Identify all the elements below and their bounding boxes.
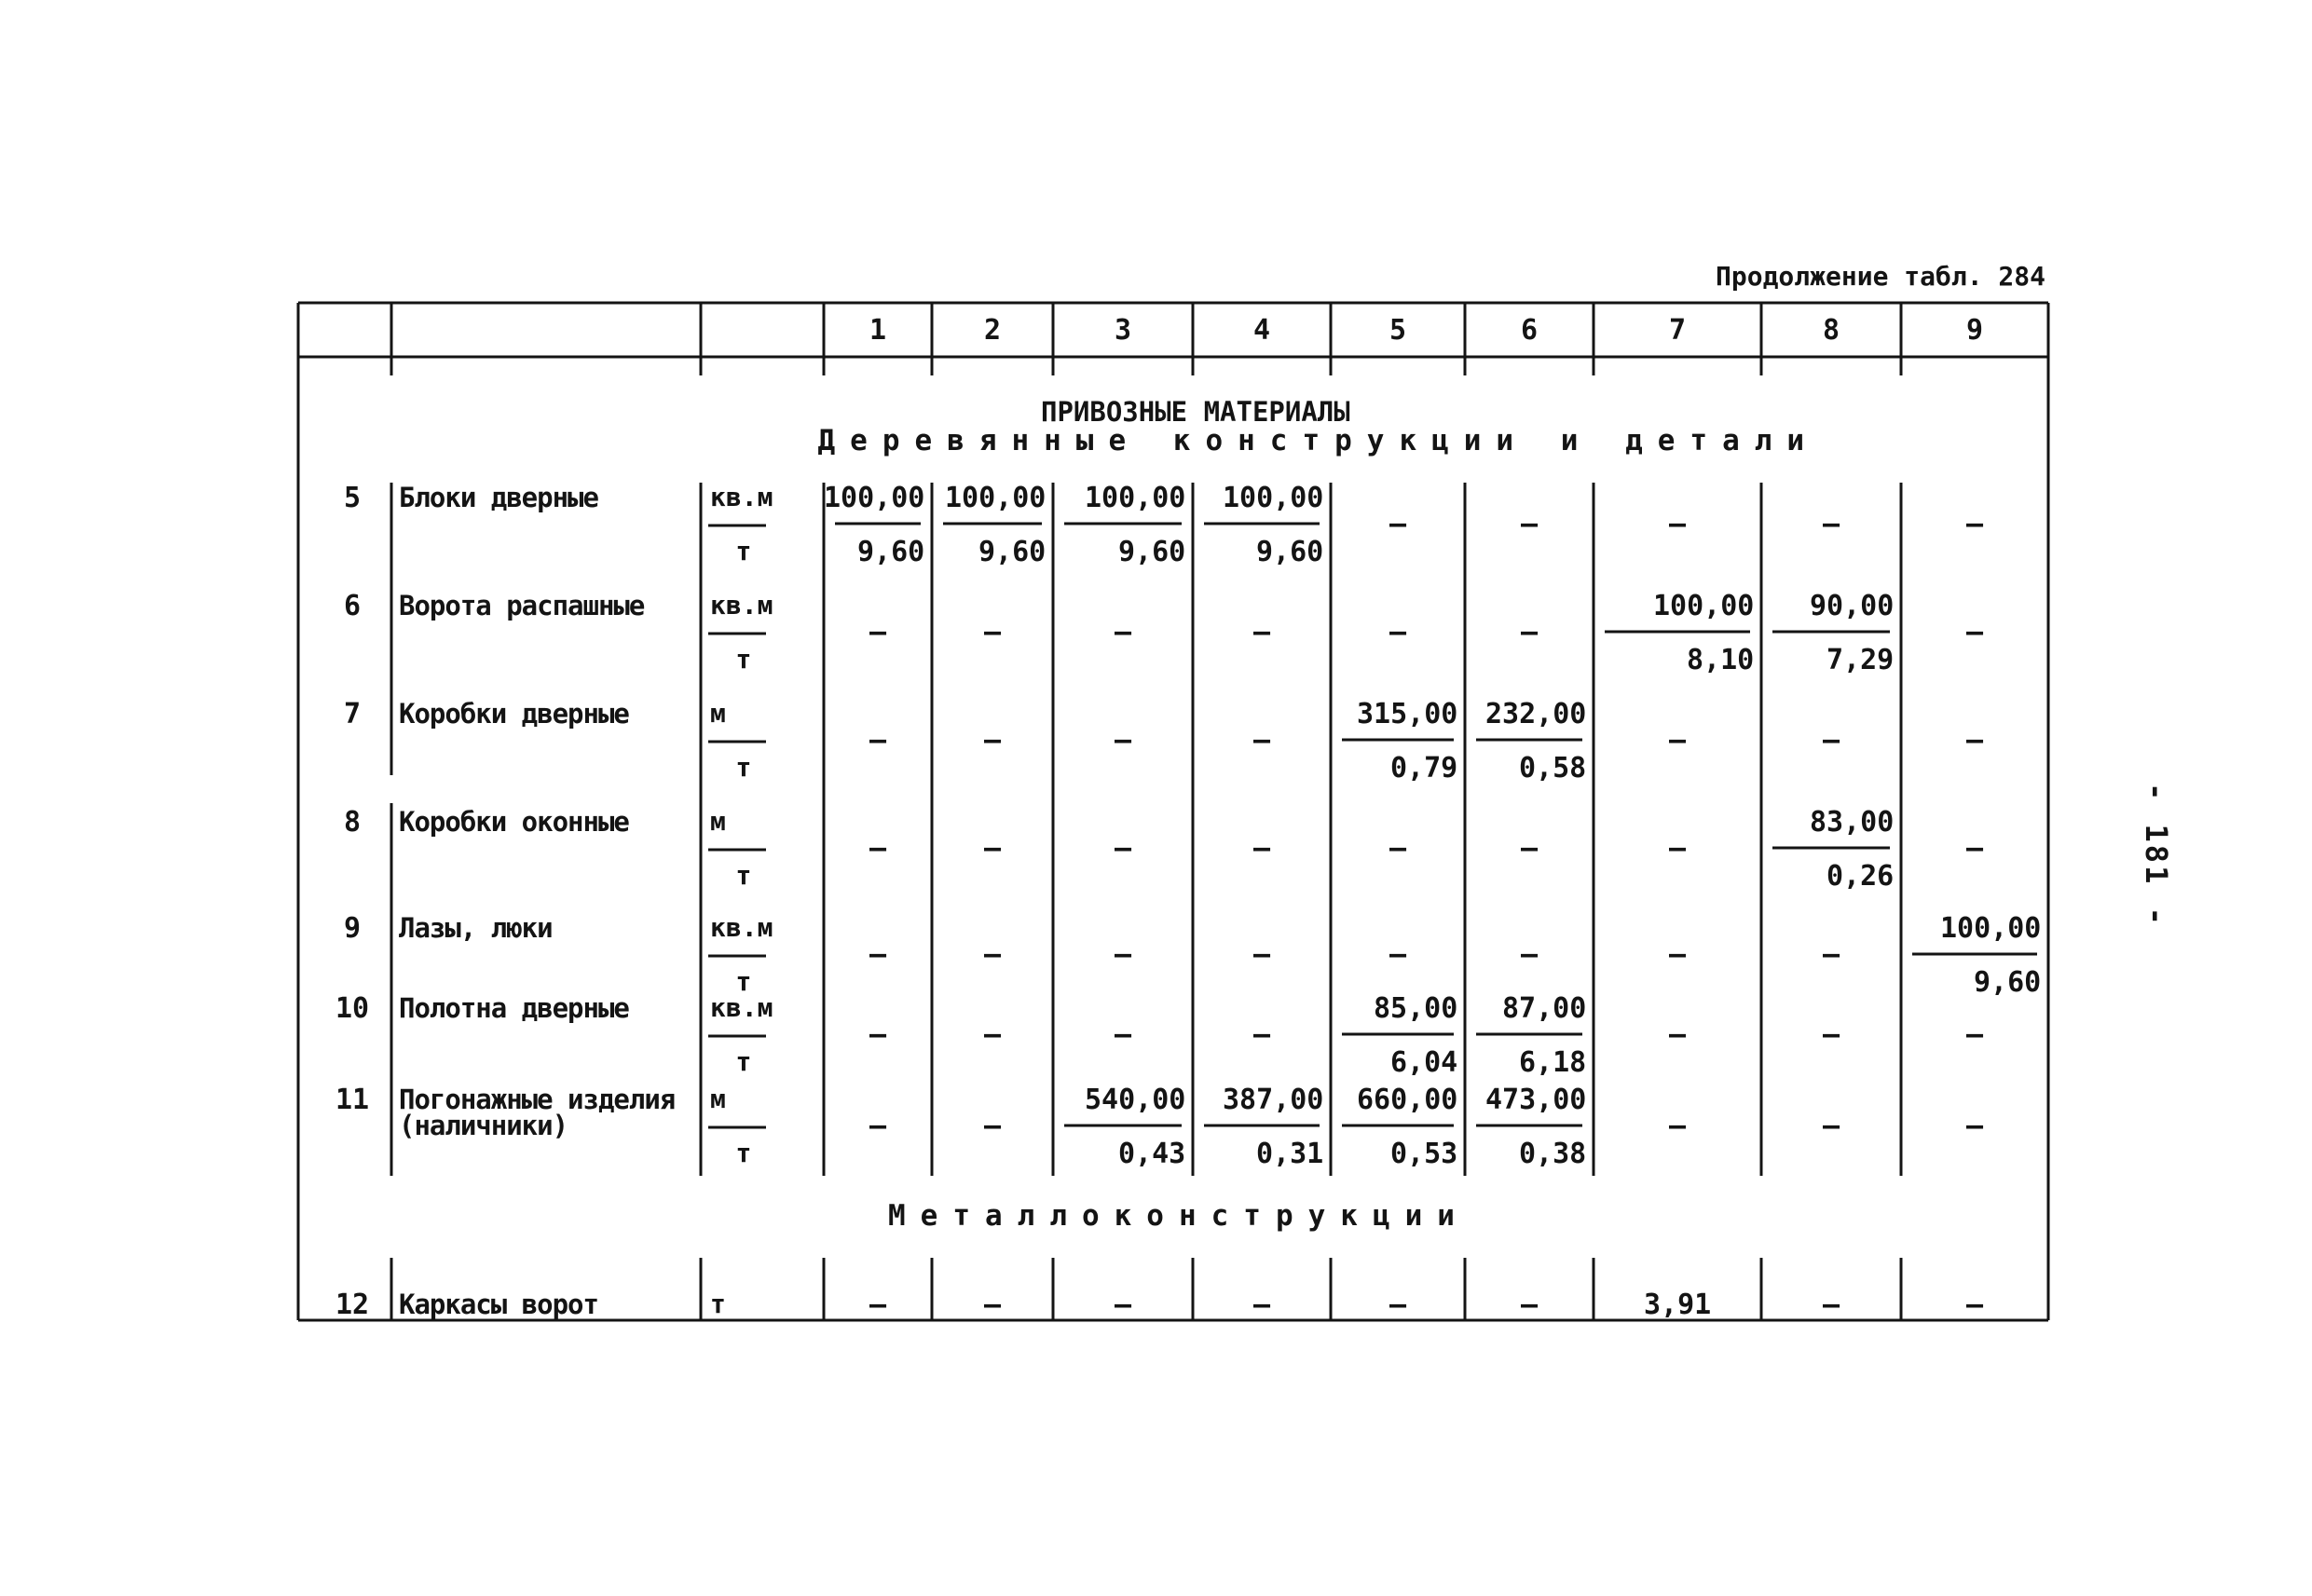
value-dash: – (1669, 938, 1687, 971)
value-top: 100,00 (824, 482, 925, 514)
row-name: (наличники) (399, 1110, 568, 1141)
value-dash: – (1669, 508, 1687, 540)
value-dash: – (1669, 1110, 1687, 1142)
unit-bottom: т (735, 1138, 752, 1168)
value-bottom: 8,10 (1687, 644, 1755, 676)
value-bottom: 6,04 (1390, 1046, 1458, 1079)
row-name: Каркасы ворот (399, 1289, 598, 1320)
value-top: 100,00 (1940, 912, 2042, 945)
value-dash: – (1669, 832, 1687, 865)
value-dash: – (984, 724, 1002, 757)
value-bottom: 6,18 (1519, 1046, 1587, 1079)
unit-top: м (710, 806, 726, 837)
value-dash: – (984, 1289, 1002, 1321)
value-bottom: 9,60 (1974, 966, 2042, 999)
value-dash: – (1115, 616, 1132, 648)
value-dash: – (1823, 1289, 1840, 1321)
unit-bottom: т (735, 752, 752, 783)
value-dash: – (1966, 1289, 1984, 1321)
table-caption: Продолжение табл. 284 (1716, 261, 2046, 292)
value-dash: – (1966, 1018, 1984, 1051)
value-dash: – (1115, 724, 1132, 757)
value-dash: – (1521, 616, 1539, 648)
unit-bottom: т (735, 966, 752, 997)
column-header: 6 (1521, 314, 1539, 347)
value-dash: – (984, 832, 1002, 865)
value-dash: – (1521, 508, 1539, 540)
value-dash: – (869, 938, 887, 971)
row-name: Погонажные изделия (399, 1084, 676, 1115)
value-bottom: 0,79 (1390, 752, 1458, 784)
unit-top: кв.м (710, 992, 773, 1023)
row-name: Полотна дверные (399, 992, 629, 1024)
value-dash: – (1115, 1018, 1132, 1051)
unit-bottom: т (735, 860, 752, 891)
value-bottom: 0,31 (1256, 1138, 1324, 1170)
unit-top: кв.м (710, 590, 773, 621)
value-dash: – (1115, 1289, 1132, 1321)
value-dash: – (1521, 832, 1539, 865)
value-dash: – (1966, 724, 1984, 757)
value-dash: – (1669, 1018, 1687, 1051)
value-dash: – (1253, 1289, 1271, 1321)
value-bottom: 9,60 (1256, 536, 1324, 568)
value-dash: – (1521, 1289, 1539, 1321)
value-dash: – (1253, 724, 1271, 757)
unit-bottom: т (735, 644, 752, 675)
column-header: 4 (1253, 314, 1271, 347)
value-dash: – (1823, 724, 1840, 757)
value-dash: – (869, 724, 887, 757)
value-dash: – (1823, 1110, 1840, 1142)
row-number: 9 (344, 912, 362, 945)
value-bottom: 9,60 (857, 536, 925, 568)
value-dash: – (869, 832, 887, 865)
column-header: 8 (1823, 314, 1840, 347)
value-bottom: 7,29 (1826, 644, 1895, 676)
value-top: 83,00 (1810, 806, 1895, 839)
value-bottom: 0,38 (1519, 1138, 1587, 1170)
value-top: 100,00 (945, 482, 1047, 514)
subsection-title: Металлоконструкции (888, 1199, 1470, 1233)
unit-top: т (710, 1289, 726, 1319)
value-dash: – (1389, 508, 1407, 540)
value-dash: – (984, 616, 1002, 648)
value-dash: 3,91 (1644, 1289, 1712, 1321)
row-name: Блоки дверные (399, 482, 598, 513)
value-dash: – (1823, 938, 1840, 971)
unit-bottom: т (735, 536, 752, 566)
unit-top: м (710, 1084, 726, 1114)
value-top: 315,00 (1357, 698, 1458, 730)
unit-top: м (710, 698, 726, 729)
value-bottom: 0,26 (1826, 860, 1895, 893)
value-dash: – (869, 1110, 887, 1142)
subsection-title: Деревянные конструкции и детали (817, 424, 1820, 457)
value-dash: – (1253, 832, 1271, 865)
value-dash: – (984, 938, 1002, 971)
column-header: 1 (869, 314, 887, 347)
value-bottom: 0,53 (1390, 1138, 1458, 1170)
row-name: Коробки дверные (399, 698, 629, 730)
unit-bottom: т (735, 1046, 752, 1077)
value-top: 100,00 (1085, 482, 1186, 514)
unit-top: кв.м (710, 912, 773, 943)
row-name: Ворота распашные (399, 590, 645, 621)
value-dash: – (1115, 832, 1132, 865)
value-dash: – (869, 616, 887, 648)
value-top: 90,00 (1810, 590, 1895, 622)
value-top: 100,00 (1223, 482, 1324, 514)
value-dash: – (1966, 616, 1984, 648)
row-number: 11 (335, 1084, 370, 1116)
value-dash: – (1669, 724, 1687, 757)
value-top: 540,00 (1085, 1084, 1186, 1116)
value-dash: – (1389, 938, 1407, 971)
row-number: 5 (344, 482, 362, 514)
row-number: 7 (344, 698, 362, 730)
column-header: 3 (1115, 314, 1132, 347)
value-dash: – (869, 1289, 887, 1321)
value-dash: – (1389, 616, 1407, 648)
value-dash: – (984, 1018, 1002, 1051)
value-dash: – (1389, 832, 1407, 865)
row-number: 10 (335, 992, 370, 1025)
value-dash: – (1521, 938, 1539, 971)
unit-top: кв.м (710, 482, 773, 512)
value-dash: – (1253, 1018, 1271, 1051)
column-header: 7 (1669, 314, 1687, 347)
value-bottom: 9,60 (978, 536, 1047, 568)
value-dash: – (869, 1018, 887, 1051)
value-dash: – (1389, 1289, 1407, 1321)
value-bottom: 0,43 (1118, 1138, 1186, 1170)
value-bottom: 0,58 (1519, 752, 1587, 784)
value-dash: – (1966, 832, 1984, 865)
value-dash: – (984, 1110, 1002, 1142)
value-dash: – (1115, 938, 1132, 971)
row-name: Коробки оконные (399, 806, 629, 838)
page-number: - 181 - (2139, 783, 2174, 928)
row-name: Лазы, люки (399, 912, 553, 944)
value-top: 87,00 (1502, 992, 1587, 1025)
value-top: 232,00 (1485, 698, 1587, 730)
column-header: 5 (1389, 314, 1407, 347)
value-top: 100,00 (1653, 590, 1755, 622)
value-dash: – (1823, 508, 1840, 540)
value-dash: – (1966, 1110, 1984, 1142)
column-header: 2 (984, 314, 1002, 347)
value-top: 660,00 (1357, 1084, 1458, 1116)
value-top: 473,00 (1485, 1084, 1587, 1116)
value-top: 387,00 (1223, 1084, 1324, 1116)
section-title: ПРИВОЗНЫЕ МАТЕРИАЛЫ (1041, 396, 1350, 428)
row-number: 12 (335, 1289, 370, 1321)
value-top: 85,00 (1374, 992, 1458, 1025)
value-dash: – (1966, 508, 1984, 540)
value-dash: – (1253, 938, 1271, 971)
row-number: 6 (344, 590, 362, 622)
column-header: 9 (1966, 314, 1984, 347)
value-bottom: 9,60 (1118, 536, 1186, 568)
row-number: 8 (344, 806, 362, 839)
value-dash: – (1823, 1018, 1840, 1051)
value-dash: – (1253, 616, 1271, 648)
